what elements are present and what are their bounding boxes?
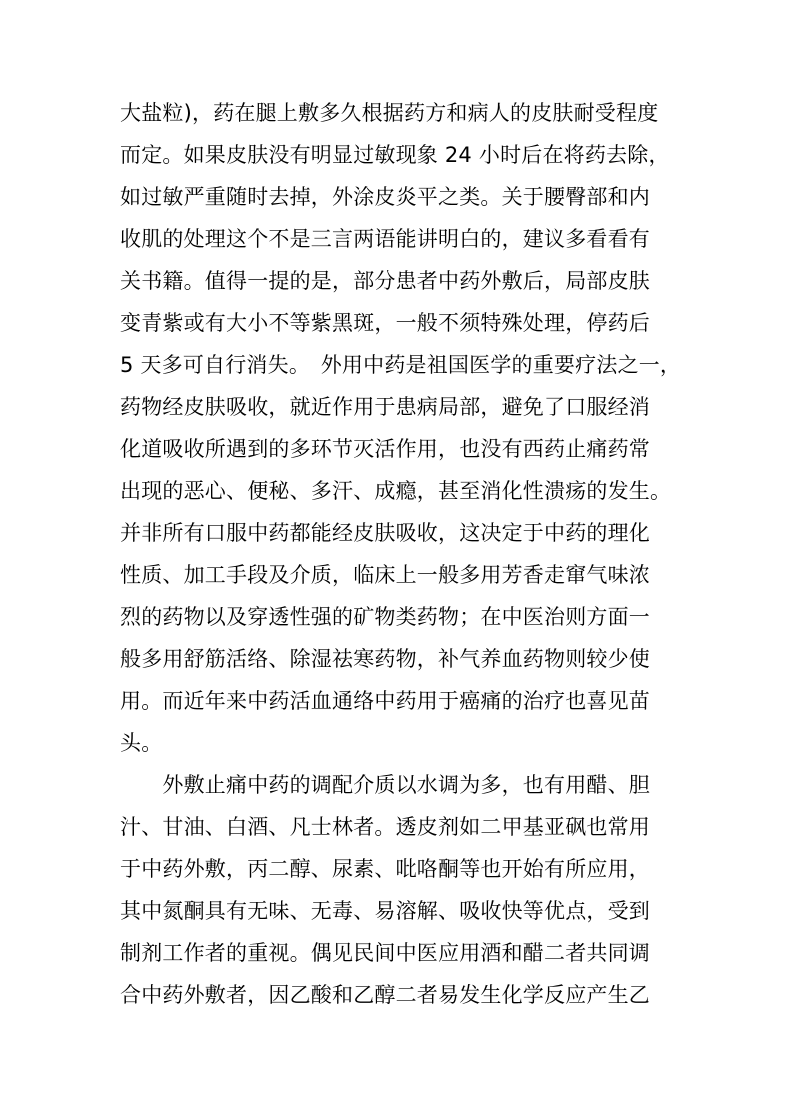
text-line: 大盐粒)，药在腿上敷多久根据药方和病人的皮肤耐受程度: [120, 101, 659, 125]
text-line: 化道吸收所遇到的多环节灭活作用，也没有西药止痛药常: [120, 437, 650, 461]
text-line: 烈的药物以及穿透性强的矿物类药物；在中医治则方面一: [120, 605, 650, 629]
text-line: 制剂工作者的重视。偶见民间中医应用酒和醋二者共同调: [120, 941, 650, 965]
text-line: 药物经皮肤吸收，就近作用于患病局部，避免了口服经消: [120, 395, 650, 419]
text-line: 收肌的处理这个不是三言两语能讲明白的，建议多看看有: [120, 227, 650, 251]
text-line: 其中氮酮具有无味、无毒、易溶解、吸收快等优点，受到: [120, 899, 650, 923]
text-line: 外敷止痛中药的调配介质以水调为多，也有用醋、胆: [120, 773, 650, 797]
text-line: 头。: [120, 731, 163, 755]
text-line: 于中药外敷，丙二醇、尿素、吡咯酮等也开始有所应用，: [120, 857, 650, 881]
text-line: 性质、加工手段及介质，临床上一般多用芳香走窜气味浓: [120, 563, 650, 587]
text-line: 出现的恶心、便秘、多汗、成瘾，甚至消化性溃疡的发生。: [120, 479, 672, 503]
text-line: 汁、甘油、白酒、凡士林者。透皮剂如二甲基亚砜也常用: [120, 815, 650, 839]
text-line: 如过敏严重随时去掉，外涂皮炎平之类。关于腰臀部和内: [120, 185, 650, 209]
text-line: 变青紫或有大小不等紫黑斑，一般不须特殊处理，停药后: [120, 311, 650, 335]
text-line: 5 天多可自行消失。 外用中药是祖国医学的重要疗法之一，: [120, 353, 682, 377]
text-line: 而定。如果皮肤没有明显过敏现象 24 小时后在将药去除，: [120, 143, 670, 167]
text-line: 并非所有口服中药都能经皮肤吸收，这决定于中药的理化: [120, 521, 650, 545]
text-line: 关书籍。值得一提的是，部分患者中药外敷后，局部皮肤: [120, 269, 650, 293]
text-line: 用。而近年来中药活血通络中药用于癌痛的治疗也喜见苗: [120, 689, 650, 713]
text-line: 合中药外敷者，因乙酸和乙醇二者易发生化学反应产生乙: [120, 983, 650, 1007]
text-line: 般多用舒筋活络、除湿祛寒药物，补气养血药物则较少使: [120, 647, 650, 671]
